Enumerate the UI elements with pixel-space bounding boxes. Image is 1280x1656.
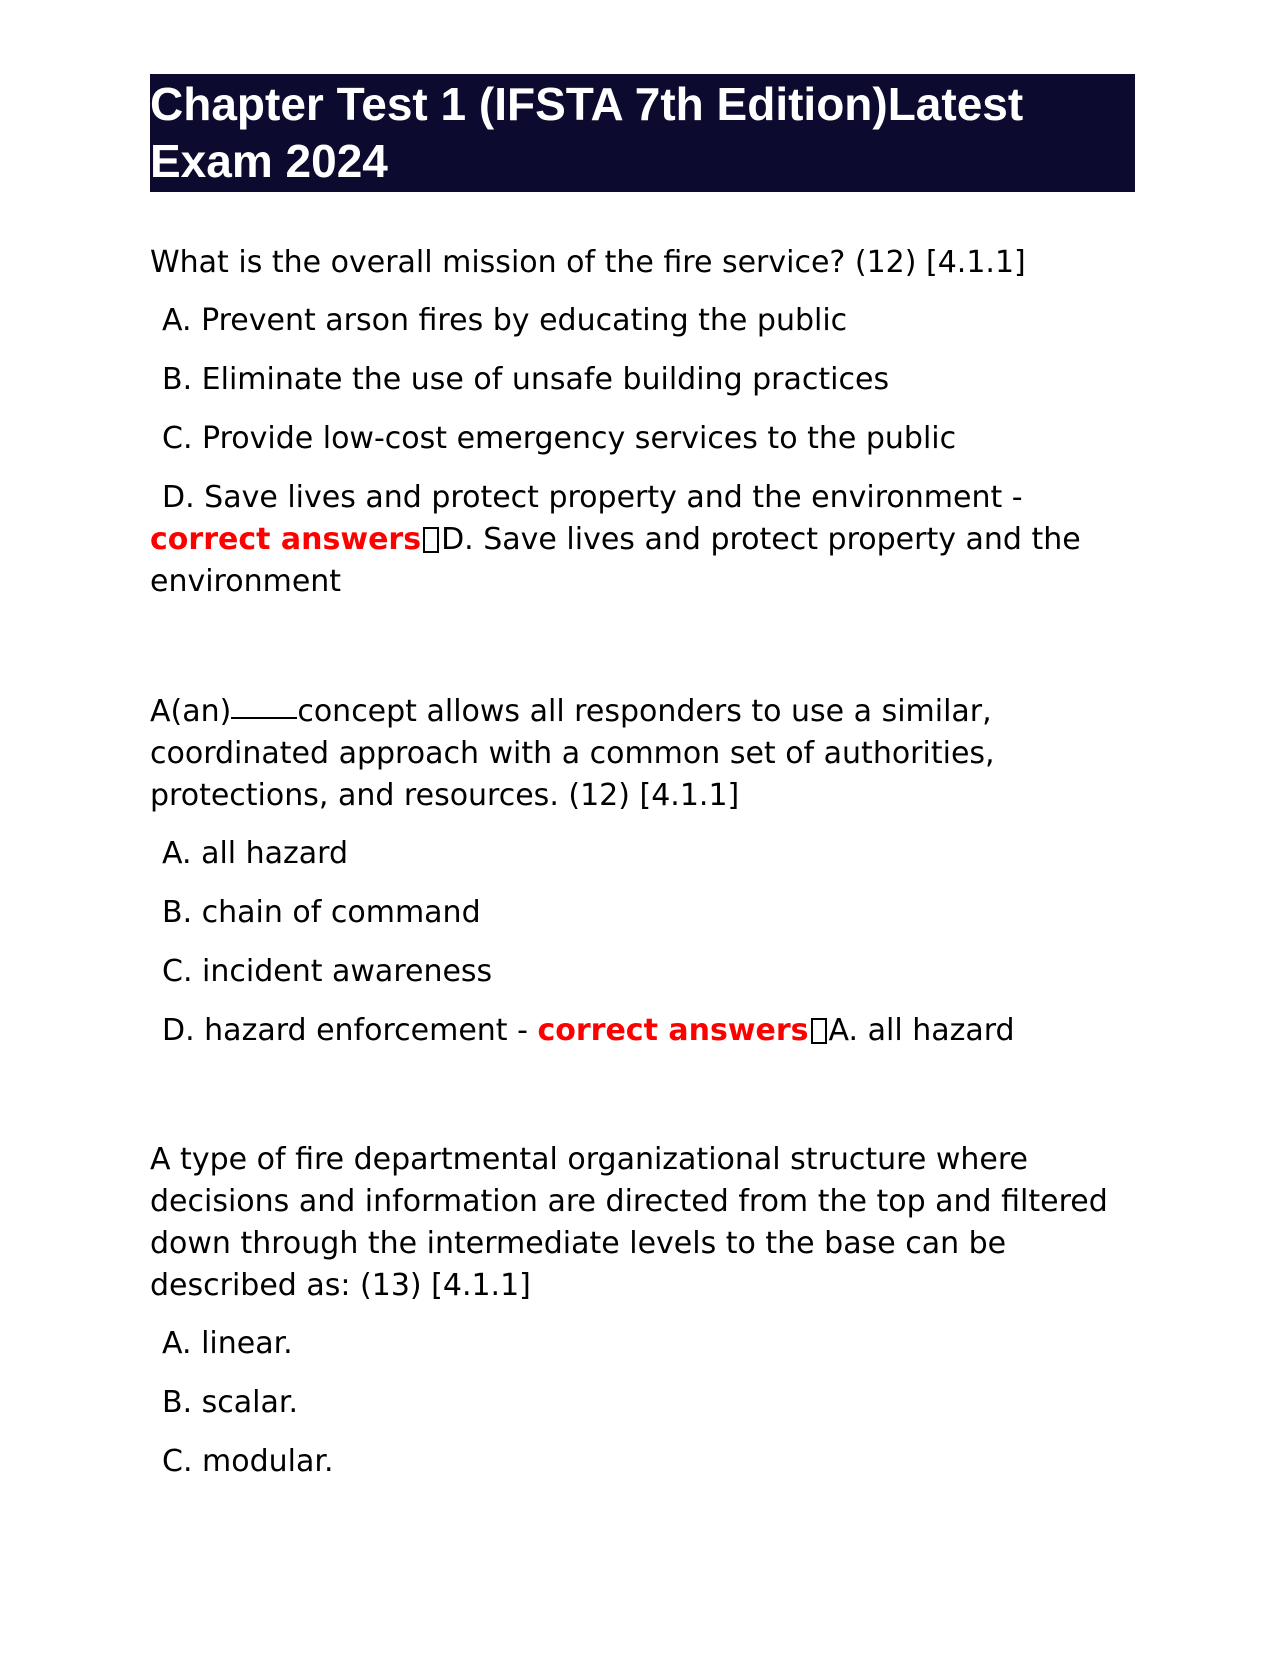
missing-glyph-icon [423, 527, 439, 553]
question-1 [150, 242, 1135, 603]
question-3 [150, 1139, 1135, 1483]
answer-line [150, 519, 1135, 603]
option-b: B. Eliminate the use of unsafe building practices [162, 362, 890, 397]
option-d-text: D. hazard enforcement - [162, 1013, 528, 1048]
missing-glyph-icon [811, 1018, 827, 1044]
option-a: A. all hazard [162, 836, 349, 871]
answer-text: A. all hazard [828, 1013, 1015, 1048]
option-d [150, 1010, 1135, 1052]
question-text [150, 691, 1135, 817]
option-a: A. linear. [162, 1326, 293, 1361]
fill-in-blank [231, 716, 297, 719]
option-c: C. Provide low-cost emergency services to the public [162, 421, 957, 456]
option-a: A. Prevent arson fires by educating the public [162, 303, 848, 338]
answer-text: D. Save lives and protect property and the environment [150, 522, 1081, 599]
question-text-before-blank: A(an) [150, 694, 232, 729]
document-page [150, 74, 1135, 1483]
option-c: C. modular. [162, 1444, 334, 1479]
question-text: A type of fire departmental organizational structure where decisions and information are directed from the top and filtered down through the intermediate levels to the base can be described as: (13) [4.1.1] [150, 1142, 1108, 1303]
correct-answers-label: correct answers [537, 1013, 809, 1048]
question-text: What is the overall mission of the fire service? (12) [4.1.1] [150, 245, 1026, 280]
correct-answers-label: correct answers [150, 522, 422, 557]
option-b: B. scalar. [162, 1385, 298, 1420]
document-title: Chapter Test 1 (IFSTA 7th Edition)Latest Exam 2024 [150, 74, 1135, 192]
option-b: B. chain of command [162, 895, 481, 930]
option-c: C. incident awareness [162, 954, 493, 989]
option-d: D. Save lives and protect property and the environment - [162, 480, 1023, 515]
question-2 [150, 691, 1135, 1052]
question-text-after-blank: concept allows all responders to use a similar, coordinated approach with a common set of authorities, protections, and resources. (12) [4.1.1] [150, 694, 995, 813]
